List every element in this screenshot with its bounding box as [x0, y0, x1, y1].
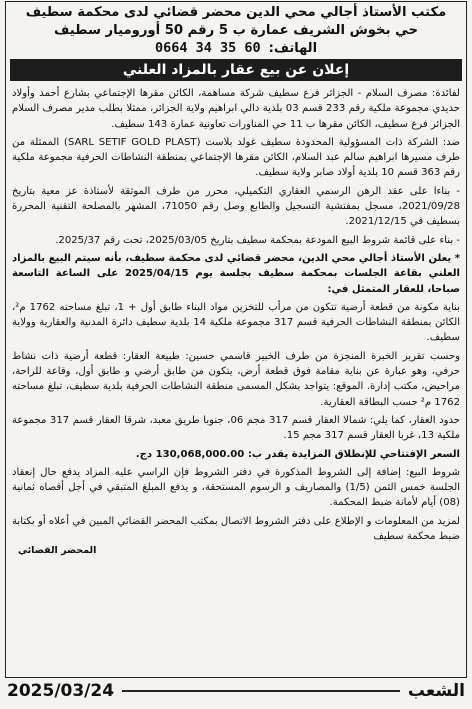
paragraph-debtor: ضد: الشركة ذات المسؤولية المحدودة سطيف غولد بلاست (SARL SETIF GOLD PLAST) الممثلة من طرف مسيرها ابراهيم سالم عبد السلام، الكائن مقرها الإجتماعي بمنطقة النشاطات الحرفية مجموعة ملكية رقم 363 قسم 10 بلدية أولاد صابر ولاية سطيف.: [12, 136, 461, 179]
publication-footer: [5, 678, 467, 704]
publication-name: الشعب: [407, 681, 465, 701]
paragraph-mortgage: - بناءا على عقد الرهن الرسمي العقاري التكميلي، محرر من طرف الموثقة لأستاذة عز معية بتاريخ 2021/09/28، مسجل بمفتشية التسجيل والطابع وصل رقم 71050، المشهر بالمصلحة التقنية المحررة بسطيف في 2021/12/15.: [12, 185, 460, 228]
paragraph-sale-conditions: شروط البيع: إضافة إلى الشروط المذكورة في دفتر الشروط فإن الراسي عليه المزاد يدفع حال إنعقاد الجلسة خمس الثمن (1/5) والمصاريف و الرسوم المستحقة، و يدفع المبلغ المتبقي في أجل أقصاه ثمانية (08) أيام لأمانة ضبط المحكمة.: [12, 466, 460, 509]
paragraph-announcement: * يعلن الأستاذ أجالي محي الدين، محضر قضائي لدى محكمة سطيف، بأنه سيتم البيع بالمزاد العلني بقاعة الجلسات بمحكمة سطيف بجلسة يوم 2025/04/15 على الساعة التاسعة صباحا، للعقار المتمثل في:: [12, 252, 460, 295]
office-address: حي بخوش الشريف عمارة ب 5 رقم 50 أوروميار سطيف: [54, 23, 418, 38]
paragraph-opening-price: السعر الإفتتاحي للإنطلاق المزايدة يقدر ب: 130,068,000.00 دج.: [135, 448, 460, 460]
phone-label: الهاتف:: [268, 41, 318, 56]
paragraph-beneficiary: لفائدة: مصرف السلام - الجزائر فرع سطيف شركة مساهمة، الكائن مقرها الإجتماعي بشارع أحمد وأولاد حديدي مجموعة ملكية رقم 233 قسم 03 بلدية دالي ابراهيم ولاية الجزائر، ممثلا بطلب مدير مصرف السلام الجزائر فرع سطيف، الكائن مقرها ب 11 حي المناورات تعاونية عمارة 143 سطيف.: [12, 88, 460, 130]
signature-text: المحضر القضائي: [18, 545, 97, 557]
phone-number: 0664 34 35 60: [154, 40, 261, 56]
phone-row: [14, 40, 458, 57]
notice-header: [6, 2, 466, 57]
paragraph-expertise: وحسب تقرير الخبرة المنجزة من طرف الخبير قاسمي حسين: طبيعة العقار: قطعة أرضية ذات نشاط حرفي، وهو عبارة عن بناية مقامة فوق قطعة أرض، يتكون من طابق أرضي و طابق أول، وقاعة للراحة، مراحيض، مكتب إدارة. الموقع: يتواجد بشكل المسمى منطقة النشاطات الحرفية بلدية سطيف، تبلغ مساحته 1762 م² حسب البطاقة العقارية.: [12, 350, 460, 408]
paragraph-boundaries: حدود العقار، كما يلي: شمالا العقار قسم 317 مجم 06، جنوبا طريق معبد، شرقا العقار قسم 317 مجموعة ملكية 13، غربا العقار قسم 317 مجم 15.: [12, 414, 460, 442]
footer-rule: [122, 690, 400, 692]
paragraph-property: بناية مكونة من قطعة أرضية تتكون من مرأب للتخزين مواد البناء طابق أول + 1، تبلغ مساحته 1762 م²، الكائن بمنطقة النشاطات الحرفية قسم 317 مجموعة ملكية 14 بلدية سطيف دائرة المدنية والعقارية وولاية سطيف.: [12, 301, 461, 344]
paragraph-conditions-list: - بناء على قائمة شروط البيع المودعة بمحكمة سطيف بتاريخ 2025/03/05، تحت رقم 2025/37.: [55, 234, 460, 246]
notice-title-banner: إعلان عن بيع عقار بالمزاد العلني: [10, 59, 462, 81]
publication-date: 2025/03/24: [7, 681, 115, 701]
paragraph-contact: لمزيد من المعلومات و الإطلاع على دفتر الشروط الاتصال بمكتب المحضر القضائي المبين في أعلاه أو بكتابة ضبط محكمة سطيف: [12, 515, 460, 543]
office-name: مكتب الأستاذ أجالي محي الدين محضر قضائي لدى محكمة سطيف: [25, 5, 447, 20]
signature: [12, 545, 460, 556]
notice-body: [6, 81, 466, 556]
auction-notice: [5, 1, 467, 678]
